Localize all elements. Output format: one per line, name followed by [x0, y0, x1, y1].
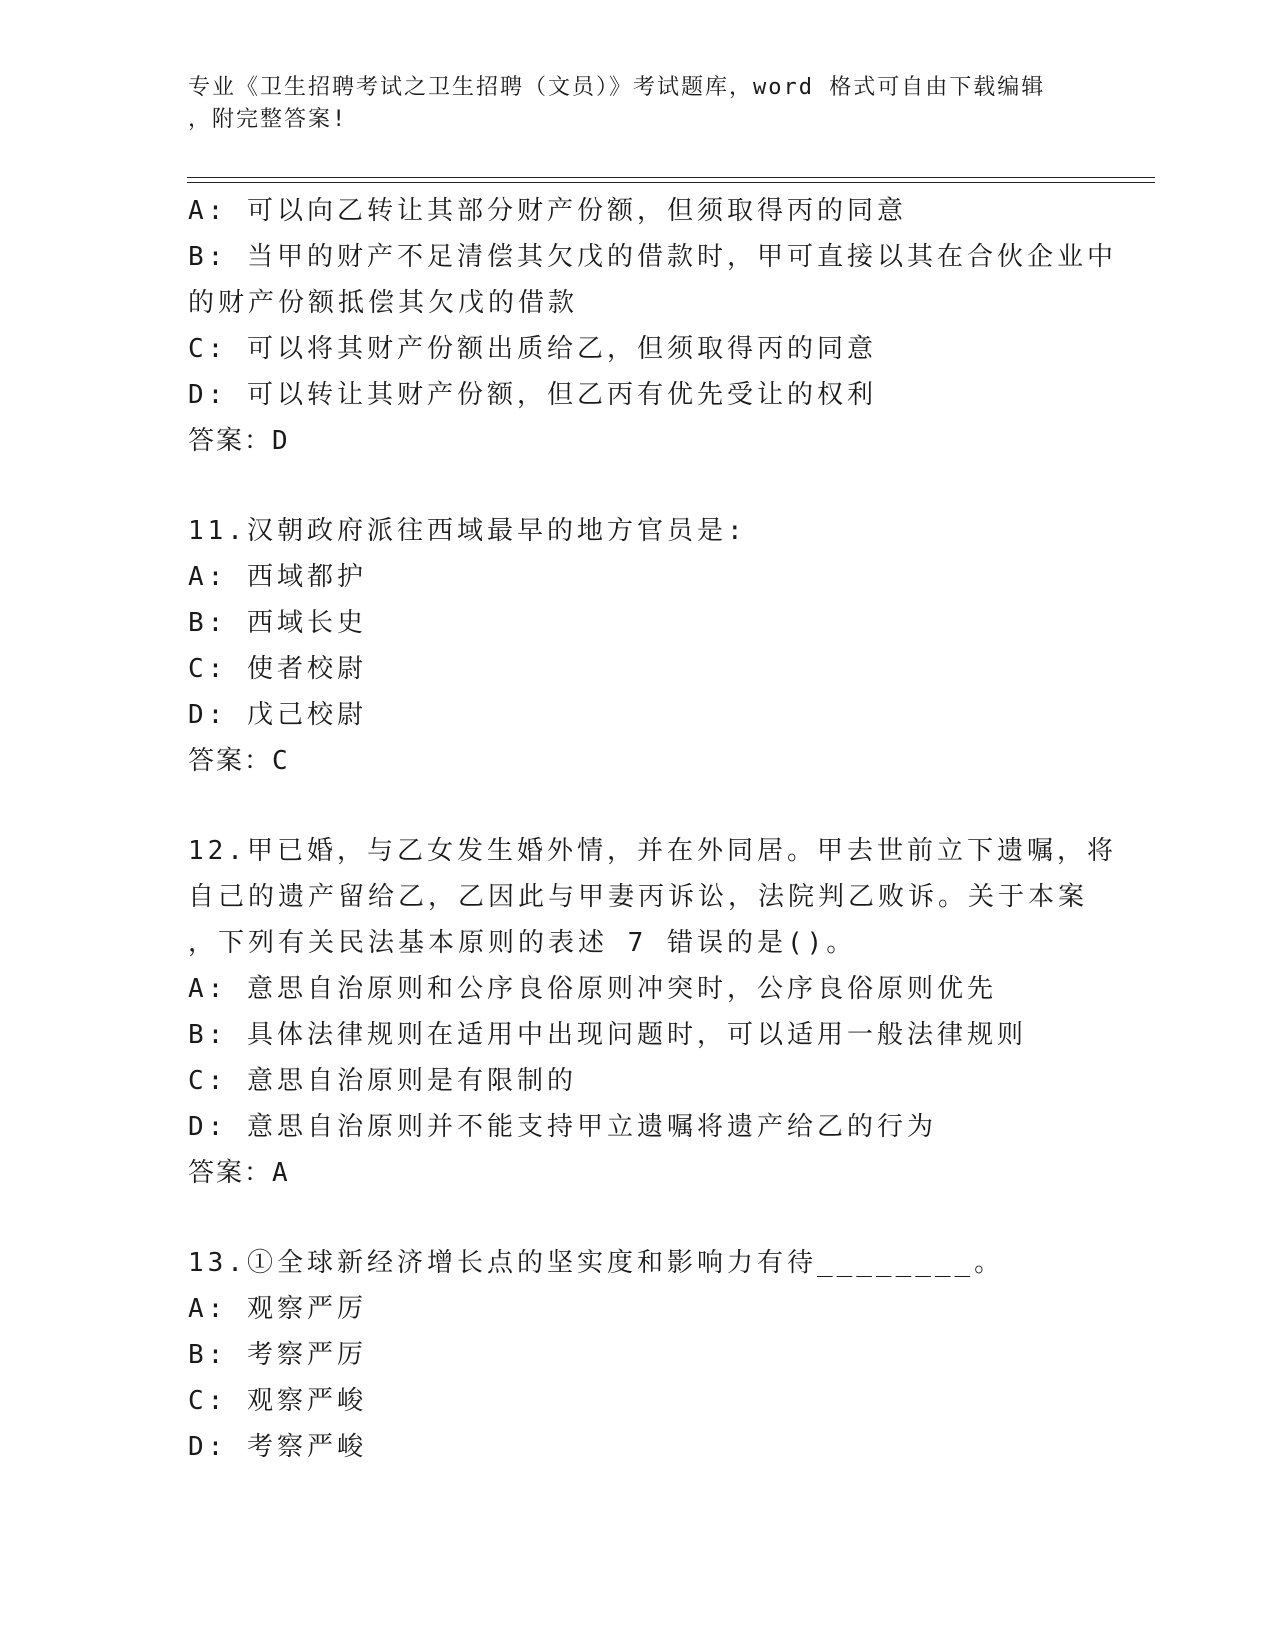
- q13-option-b: B: 考察严厉: [188, 1340, 367, 1370]
- q11-answer: 答案：C: [188, 746, 290, 776]
- spacer: [188, 784, 1088, 828]
- spacer: [188, 1196, 1088, 1240]
- q10-option-a: A: 可以向乙转让其部分财产份额，但须取得丙的同意: [188, 196, 907, 226]
- q11-stem: 11.汉朝政府派往西域最早的地方官员是:: [188, 516, 747, 546]
- q13-option-a: A: 观察严厉: [188, 1294, 367, 1324]
- q13-option-c: C: 观察严峻: [188, 1386, 367, 1416]
- header-line-2: ，附完整答案!: [188, 107, 348, 132]
- q11-option-d: D: 戊己校尉: [188, 700, 367, 730]
- q10-answer: 答案：D: [188, 426, 290, 456]
- q12-option-a: A: 意思自治原则和公序良俗原则冲突时，公序良俗原则优先: [188, 974, 997, 1004]
- q10-option-c: C: 可以将其财产份额出质给乙，但须取得丙的同意: [188, 334, 877, 364]
- question-13-block: [188, 1240, 1088, 1470]
- q11-option-c: C: 使者校尉: [188, 654, 367, 684]
- q12-answer: 答案：A: [188, 1158, 290, 1188]
- spacer: [188, 464, 1088, 508]
- q12-stem-line-2: 自己的遗产留给乙，乙因此与甲妻丙诉讼，法院判乙败诉。关于本案: [188, 882, 1089, 912]
- q13-stem: 13.①全球新经济增长点的坚实度和影响力有待________。: [188, 1248, 1005, 1278]
- q13-option-d: D: 考察严峻: [188, 1432, 367, 1462]
- q10-option-d: D: 可以转让其财产份额，但乙丙有优先受让的权利: [188, 380, 877, 410]
- header-line-1: 专业《卫生招聘考试之卫生招聘（文员）》考试题库，word 格式可自由下载编辑: [188, 75, 1046, 100]
- q12-stem-line-1: 12.甲已婚，与乙女发生婚外情，并在外同居。甲去世前立下遗嘱，将: [188, 836, 1117, 866]
- q10-option-b-line-2: 的财产份额抵偿其欠戊的借款: [188, 288, 579, 318]
- document-header: [188, 72, 1078, 136]
- q12-option-d: D: 意思自治原则并不能支持甲立遗嘱将遗产给乙的行为: [188, 1112, 937, 1142]
- question-11-block: [188, 508, 1088, 784]
- q11-option-b: B: 西域长史: [188, 608, 367, 638]
- header-rule-top: [187, 177, 1155, 178]
- question-12-block: [188, 828, 1117, 1196]
- q12-option-b: B: 具体法律规则在适用中出现问题时，可以适用一般法律规则: [188, 1020, 1027, 1050]
- q11-option-a: A: 西域都护: [188, 562, 367, 592]
- q10-option-b-line-1: B: 当甲的财产不足清偿其欠戊的借款时，甲可直接以其在合伙企业中: [188, 242, 1117, 272]
- q12-option-c: C: 意思自治原则是有限制的: [188, 1066, 577, 1096]
- header-rule-bottom: [187, 182, 1155, 183]
- q12-stem-line-3: ，下列有关民法基本原则的表述 7 错误的是()。: [188, 928, 857, 958]
- question-10-block: [188, 188, 1117, 464]
- document-body: [188, 188, 1117, 1470]
